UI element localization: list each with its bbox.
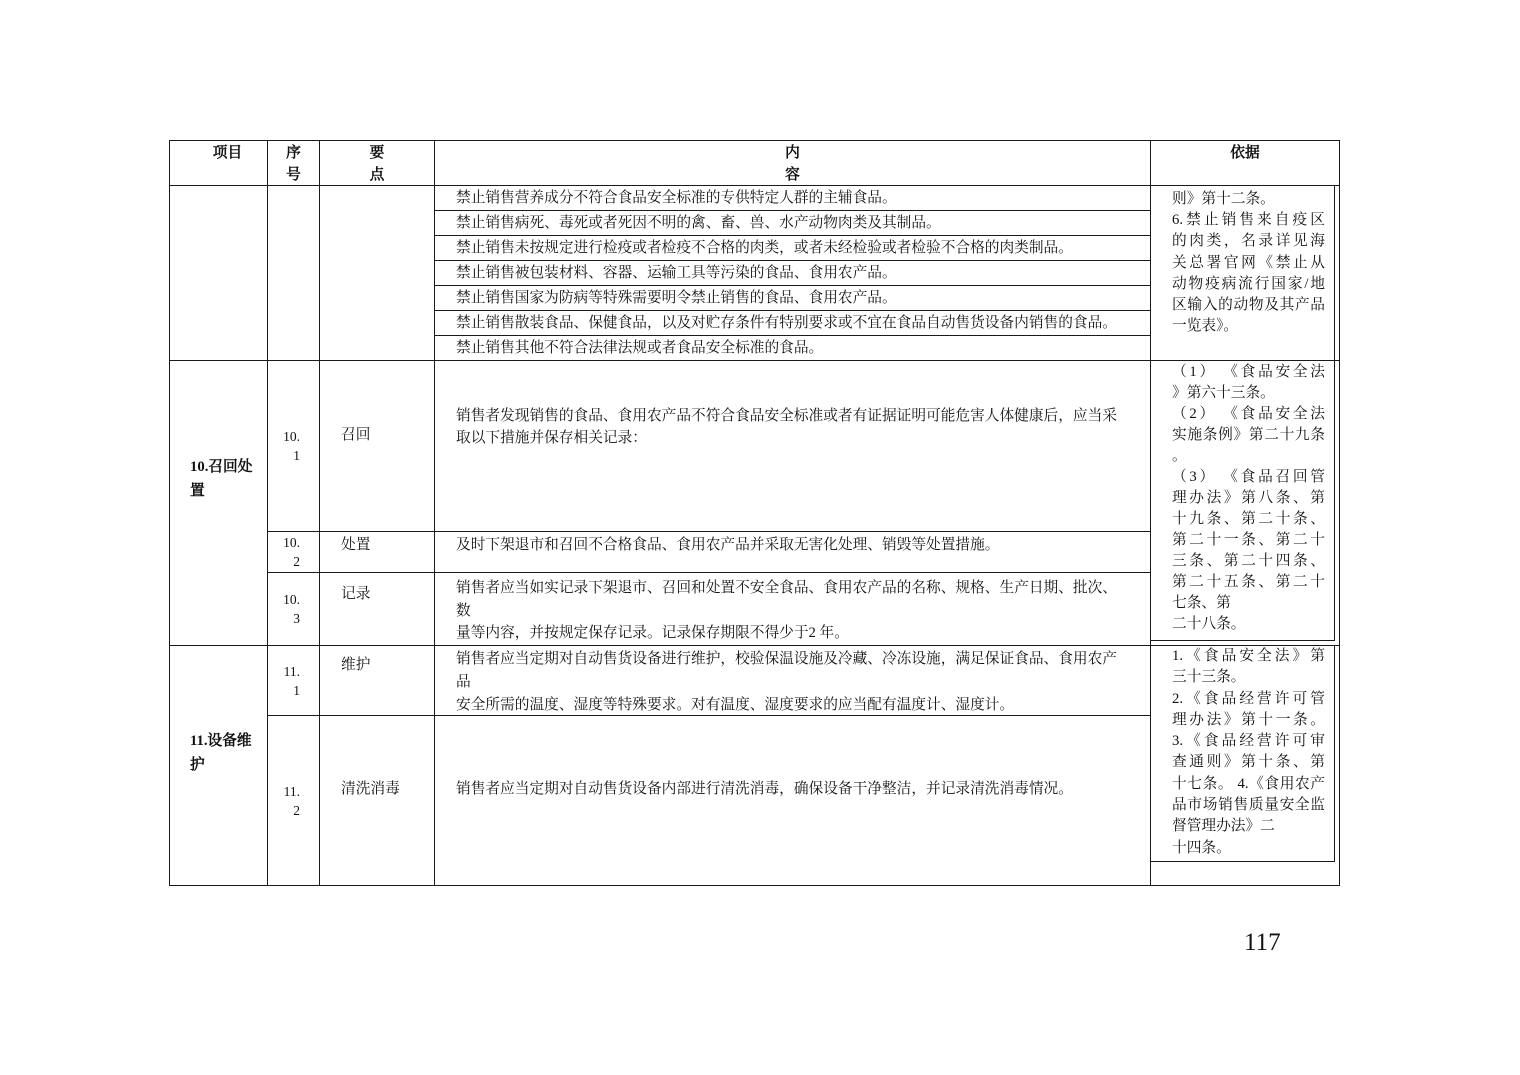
basis-cell (1151, 361, 1340, 646)
basis-text-line: 则》第十二条。 (1172, 191, 1275, 207)
content-row: 禁止销售国家为防病等特殊需要明令禁止销售的食品、食用农产品。 (435, 286, 1151, 311)
seq-cell-empty (268, 186, 320, 361)
point-cell-empty (320, 186, 435, 361)
basis-text-line: 。 (1172, 448, 1187, 464)
point-cell (320, 646, 435, 716)
point-label: 维护 (341, 657, 371, 673)
header-basis-label: 依据 (1230, 145, 1260, 161)
seq-cell (268, 573, 320, 646)
point-label: 记录 (341, 586, 371, 602)
content-text: 及时下架退市和召回不合格食品、食用农产品并采取无害化处理、销毁等处置措施。 (456, 537, 1000, 553)
header-seq-cell (268, 141, 320, 186)
basis-text-line: 十七条。 4.《食用农产 (1172, 775, 1325, 792)
seq-number: 11. 2 (283, 783, 300, 818)
header-point-cell (320, 141, 435, 186)
point-label: 处置 (341, 537, 371, 553)
seq-number: 10. 1 (283, 429, 300, 463)
basis-text (1172, 646, 1325, 859)
header-point-label: 要 点 (369, 145, 385, 183)
content-text: 销售者应当如实记录下架退市、召回和处置不安全食品、食用农产品的名称、规格、生产日期、批次、 数 量等内容，并按规定保存记录。记录保存期限不得少于2 年。 (456, 580, 1117, 641)
content-row: 禁止销售其他不符合法律法规或者食品安全标准的食品。 (435, 336, 1151, 361)
basis-text-line: 品市场销售质量安全监 (1172, 797, 1325, 814)
basis-text-line: 3.《食品经营许可审 (1172, 733, 1325, 750)
basis-text-line: 6.禁止销售来自疫区 (1172, 212, 1325, 229)
project-label: 10.召回处 置 (190, 459, 253, 499)
basis-text-line: 关总署官网《禁止从 (1172, 254, 1325, 271)
basis-text-line: （3） 《食品召回管 (1172, 469, 1325, 485)
basis-cell (1151, 186, 1340, 361)
basis-text-line: 督管理办法》二 (1172, 818, 1275, 835)
basis-text-line: （1） 《食品安全法 (1172, 364, 1325, 380)
basis-text-line: 动物疫病流行国家/地 (1172, 275, 1325, 292)
seq-cell (268, 532, 320, 573)
recall-steps-list (456, 496, 1150, 532)
header-project-label: 项目 (212, 145, 243, 161)
project-label: 11.设备维 护 (190, 733, 252, 773)
seq-cell (268, 646, 320, 716)
basis-text (1172, 189, 1325, 337)
seq-cell (268, 716, 320, 886)
basis-cell (1151, 646, 1340, 886)
seq-number: 10. 3 (283, 592, 300, 626)
content-text: 销售者应当定期对自动售货设备进行维护，校验保温设施及冷藏、冷冻设施，满足保证食品、食用农产 品 安全所需的温度、湿度等特殊要求。对有温度、湿度要求的应当配有温度计、湿度计。 (456, 651, 1117, 713)
point-cell (320, 361, 435, 532)
content-row: 禁止销售病死、毒死或者死因不明的禽、畜、兽、水产动物肉类及其制品。 (435, 211, 1151, 236)
basis-text-line: 的肉类，名录详见海 (1172, 233, 1325, 250)
basis-text-line: 一览表》。 (1172, 318, 1239, 335)
point-cell (320, 532, 435, 573)
basis-text-line: 二十八条。 (1172, 616, 1246, 632)
basis-text-line: 1.《食品安全法》第 (1172, 648, 1325, 664)
page-number: 117 (1244, 929, 1281, 956)
basis-text-line: 实施条例》第二十九条 (1172, 427, 1325, 443)
basis-text-line: 区输入的动物及其产品 (1172, 297, 1325, 314)
basis-text-line: 第二十五条、第二十 (1172, 574, 1325, 590)
basis-text (1172, 362, 1325, 635)
basis-text-line: 七条、第 (1172, 595, 1231, 611)
basis-text-line: 2.《食品经营许可管 (1172, 690, 1325, 707)
seq-cell (268, 361, 320, 532)
inspection-table (169, 140, 1340, 886)
header-seq-label: 序 号 (286, 145, 301, 183)
content-cell-record (435, 573, 1151, 646)
point-label: 清洗消毒 (341, 781, 400, 797)
recall-intro: 销售者发现销售的食品、食用农产品不符合食品安全标准或者有证据证明可能危害人体健康后，应当采 取以下措施并保存相关记录： (456, 408, 1117, 446)
project-cell-empty (170, 186, 268, 361)
content-text: 销售者应当定期对自动售货设备内部进行清洗消毒，确保设备干净整洁，并记录清洗消毒情况。 (456, 781, 1073, 797)
basis-text-line: 》第六十三条。 (1172, 385, 1275, 401)
basis-text-line: 理办法》第八条、第 (1172, 490, 1325, 506)
content-row: 禁止销售散装食品、保健食品，以及对贮存条件有特别要求或不宜在食品自动售货设备内销售的食品。 (435, 311, 1151, 336)
header-basis-cell (1151, 141, 1340, 186)
header-content-label: 内 容 (785, 145, 800, 183)
header-content-cell (435, 141, 1151, 186)
basis-text-line: 理办法》第十一条。 (1172, 711, 1325, 728)
content-cell-recall (435, 361, 1151, 532)
basis-text-line: 第二十一条、第二十 (1172, 532, 1325, 548)
content-cell-cleaning (435, 716, 1151, 886)
project-cell-recall (170, 361, 268, 646)
seq-number: 10. 2 (283, 535, 300, 569)
basis-text-line: 三条、第二十四条、 (1172, 553, 1325, 569)
header-project-cell (170, 141, 268, 186)
content-cell-maintain (435, 646, 1151, 716)
basis-text-line: 查通则》第十条、第 (1172, 754, 1325, 771)
basis-text-line: 十四条。 (1172, 839, 1231, 856)
basis-text-line: 三十三条。 (1172, 669, 1246, 686)
basis-text-line: （2） 《食品安全法 (1172, 406, 1325, 422)
content-row: 禁止销售未按规定进行检疫或者检疫不合格的肉类，或者未经检验或者检验不合格的肉类制品。 (435, 236, 1151, 261)
seq-number: 11. 1 (283, 663, 300, 698)
point-label: 召回 (341, 427, 371, 443)
basis-text-line: 十九条、第二十条、 (1172, 511, 1325, 527)
point-cell (320, 716, 435, 886)
content-row: 禁止销售被包装材料、容器、运输工具等污染的食品、食用农产品。 (435, 261, 1151, 286)
content-cell-disposal (435, 532, 1151, 573)
content-row: 禁止销售营养成分不符合食品安全标准的专供特定人群的主辅食品。 (435, 186, 1151, 211)
point-cell (320, 573, 435, 646)
project-cell-maintenance (170, 646, 268, 886)
